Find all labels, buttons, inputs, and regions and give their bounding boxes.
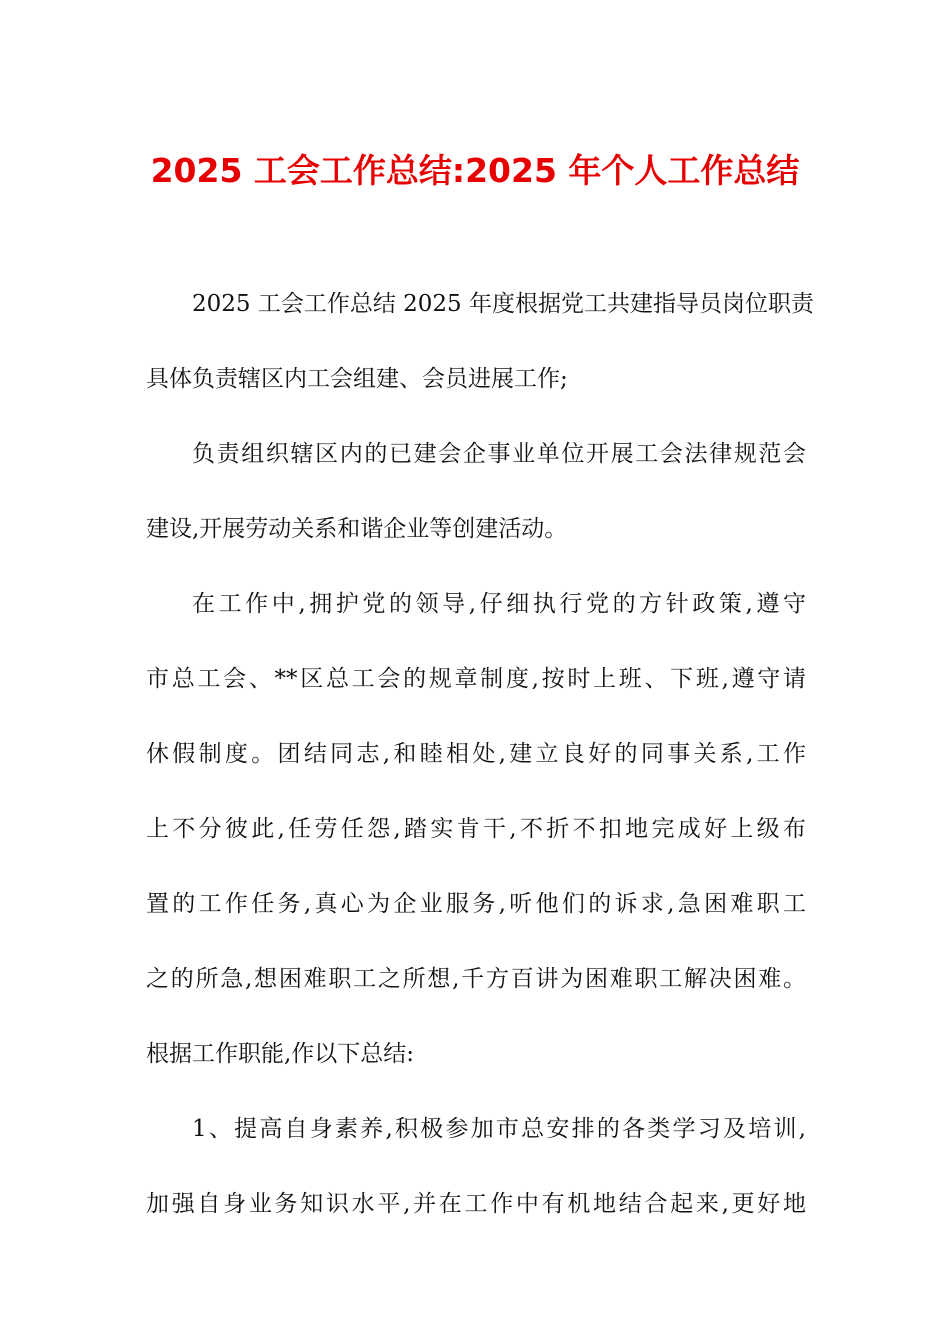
paragraph-line: 具体负责辖区内工会组建、会员进展工作; <box>146 366 568 392</box>
paragraph-line: 建设,开展劳动关系和谐企业等创建活动。 <box>146 516 568 542</box>
paragraph-line: 负责组织辖区内的已建会企事业单位开展工会法律规范会 <box>192 441 806 467</box>
paragraph-line: 加强自身业务知识水平,并在工作中有机地结合起来,更好地 <box>146 1191 806 1217</box>
document-title: 2025 工会工作总结:2025 年个人工作总结 <box>150 151 800 190</box>
paragraph-line: 1、提高自身素养,积极参加市总安排的各类学习及培训, <box>192 1116 806 1142</box>
paragraph-line: 之的所急,想困难职工之所想,千方百讲为困难职工解决困难。 <box>146 966 806 992</box>
paragraph-line: 根据工作职能,作以下总结: <box>146 1041 415 1067</box>
paragraph-line: 市总工会、**区总工会的规章制度,按时上班、下班,遵守请 <box>146 666 806 692</box>
paragraph-line: 上不分彼此,任劳任怨,踏实肯干,不折不扣地完成好上级布 <box>146 816 806 842</box>
paragraph-line: 在工作中,拥护党的领导,仔细执行党的方针政策,遵守 <box>192 591 806 617</box>
paragraph-line: 2025 工会工作总结 2025 年度根据党工共建指导员岗位职责 <box>192 291 814 317</box>
paragraph-line: 置的工作任务,真心为企业服务,听他们的诉求,急困难职工 <box>146 891 806 917</box>
document-body <box>146 284 814 1259</box>
paragraph-line: 休假制度。团结同志,和睦相处,建立良好的同事关系,工作 <box>146 741 806 767</box>
